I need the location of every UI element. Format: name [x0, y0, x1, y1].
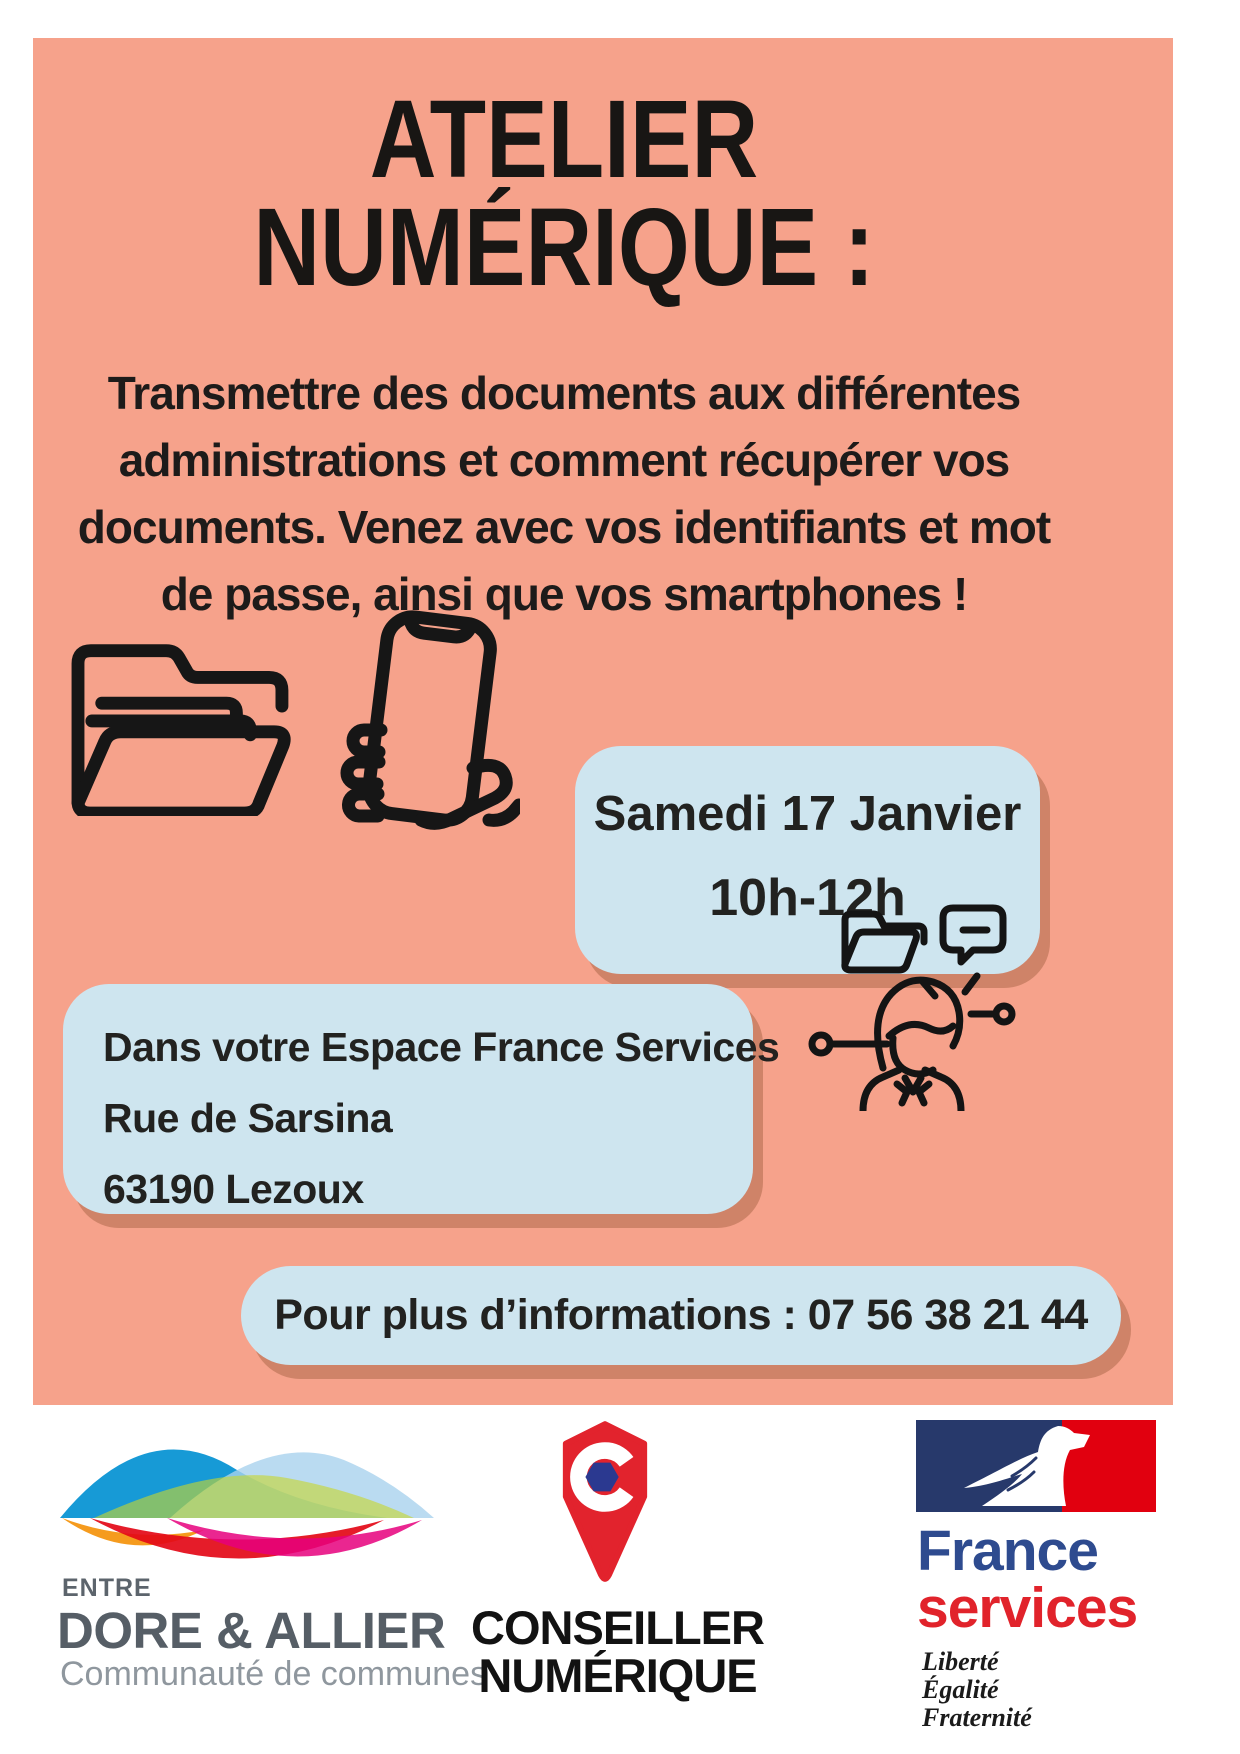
services-wordmark: services — [917, 1576, 1138, 1640]
session-date: Samedi 17 Janvier — [593, 787, 1022, 841]
dore-allier-name: DORE & ALLIER — [57, 1602, 446, 1659]
hand-holding-phone-icon — [315, 606, 520, 841]
description-line: Transmettre des documents aux différentes — [107, 367, 1021, 419]
session-time: 10h-12h — [709, 869, 906, 927]
marianne-flag-icon — [916, 1420, 1156, 1512]
contact-panel — [241, 1266, 1121, 1365]
republic-motto — [922, 1648, 1032, 1732]
motto-egalite: Égalité — [922, 1675, 999, 1704]
conseiller-line2: NUMÉRIQUE — [478, 1649, 757, 1702]
conseiller-pin-icon — [556, 1420, 654, 1582]
conseiller-wordmark — [430, 1601, 805, 1702]
conseiller-line1: CONSEILLER — [471, 1601, 764, 1654]
contact-text: Pour plus d’informations : 07 56 38 21 44 — [274, 1291, 1088, 1339]
description-line: documents. Venez avec vos identifiants et mot — [77, 501, 1051, 553]
france-wordmark: France — [917, 1519, 1098, 1583]
location-line-1: Dans votre Espace France Services — [103, 1024, 780, 1070]
open-folder-icon — [58, 618, 296, 816]
poster-title-line2: NUMÉRIQUE : — [253, 186, 875, 309]
motto-liberte: Liberté — [922, 1647, 999, 1676]
location-panel — [63, 984, 780, 1214]
poster-background — [33, 38, 1173, 1405]
colored-waves-icon — [52, 1408, 437, 1573]
poster-description — [33, 360, 1095, 628]
poster-title-line1: ATELIER — [369, 78, 759, 201]
poster-title — [118, 78, 1010, 309]
logo-footer — [0, 1405, 1240, 1754]
digital-advisor-illustration — [805, 886, 1020, 1111]
location-line-2: Rue de Sarsina — [103, 1095, 393, 1141]
communaute-label: Communauté de communes — [60, 1655, 488, 1693]
description-line: administrations et comment récupérer vos — [118, 434, 1010, 486]
location-line-3: 63190 Lezoux — [103, 1166, 364, 1212]
entre-label: ENTRE — [62, 1574, 152, 1602]
motto-fraternite: Fraternité — [922, 1703, 1032, 1732]
description-line: de passe, ainsi que vos smartphones ! — [160, 568, 968, 620]
